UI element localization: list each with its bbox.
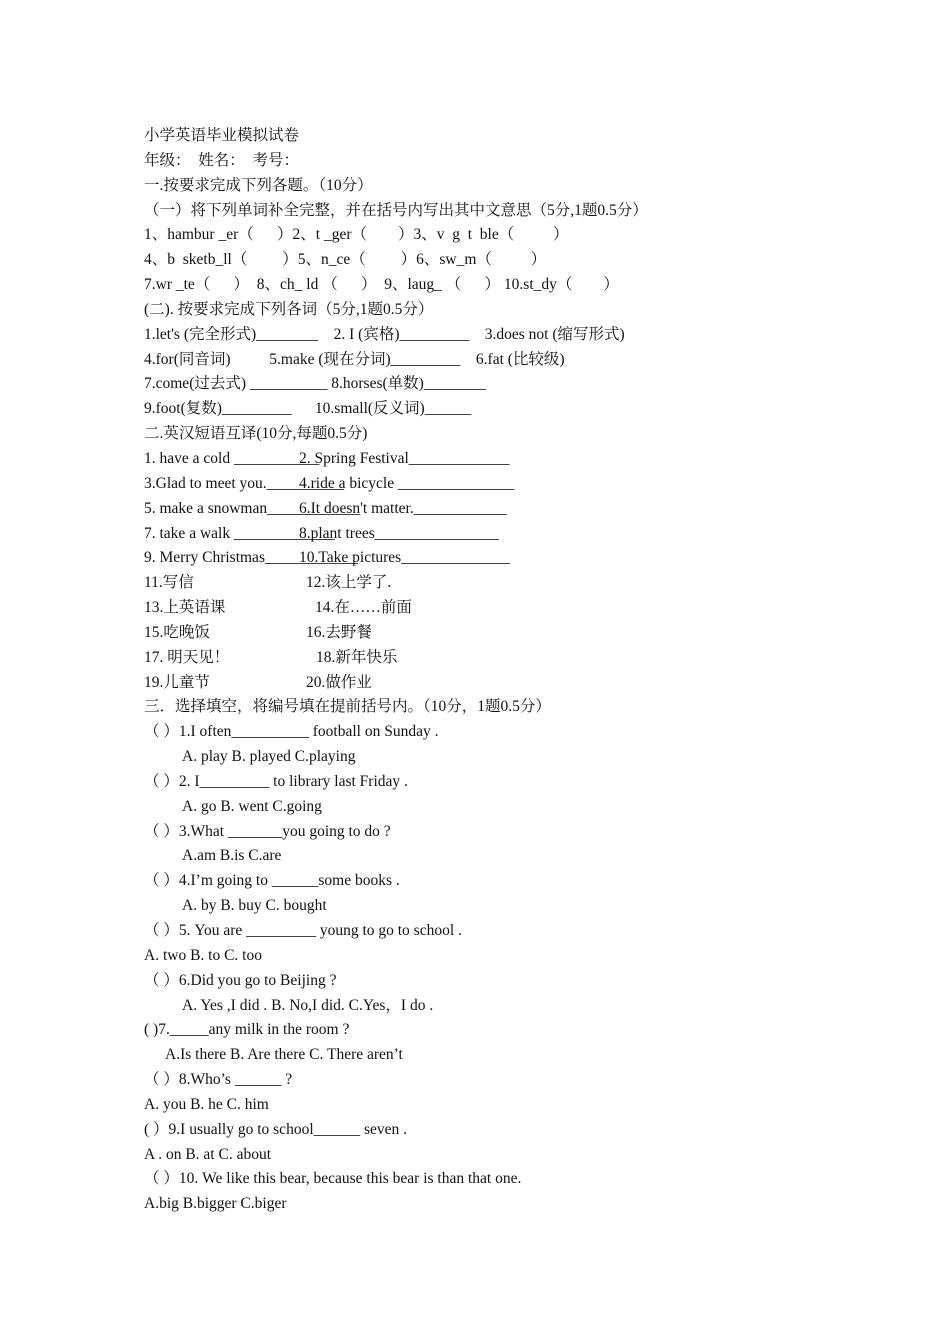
phrase-row	[144, 472, 844, 497]
section-1-heading: 一.按要求完成下列各题。（10分）	[144, 176, 373, 194]
phrase-row	[144, 497, 844, 522]
exam-title: 小学英语毕业模拟试卷	[144, 127, 300, 144]
answer-options: A. two B. to C. too	[144, 946, 262, 964]
answer-options: A.Is there B. Are there C. There aren’t	[165, 1046, 403, 1064]
question-line: （ ）8.Who’s ______ ?	[144, 1071, 293, 1089]
answer-options: A.big B.bigger C.biger	[144, 1195, 287, 1213]
phrase-item: 15.吃晚饭	[144, 623, 210, 641]
phrase-item: 19.儿童节	[144, 673, 210, 691]
answer-options: A.am B.is C.are	[182, 847, 282, 865]
phrase-item: 4.ride a bicycle _______________	[299, 474, 515, 492]
phrase-row	[144, 671, 844, 696]
phrase-row	[144, 447, 844, 472]
question-line: （ ）1.I often__________ football on Sunday .	[144, 723, 439, 741]
phrase-item: 8.plant trees________________	[299, 524, 499, 542]
phrase-row	[144, 646, 844, 671]
question-line: （ ）10. We like this bear, because this bear is than that one.	[144, 1170, 522, 1188]
phrase-row	[144, 546, 844, 571]
section-1-part-2-heading: (二). 按要求完成下列各词（5分,1题0.5分）	[144, 300, 434, 318]
answer-options: A. go B. went C.going	[182, 797, 322, 815]
section-1-part-1-heading: （一）将下列单词补全完整，并在括号内写出其中文意思（5分,1题0.5分）	[144, 201, 648, 219]
answer-options: A. Yes ,I did . B. No,I did. C.Yes，I do .	[182, 996, 434, 1014]
phrase-item: 5. make a snowman____________	[144, 499, 361, 517]
phrase-item: 7. take a walk _____________	[144, 524, 335, 542]
phrase-item: 10.Take pictures______________	[299, 549, 510, 567]
question-line: ( ）9.I usually go to school______ seven .	[144, 1120, 408, 1138]
phrase-item: 18.新年快乐	[316, 648, 398, 666]
student-info-fields: 年级： 姓名： 考号：	[144, 151, 300, 169]
answer-options: A. by B. buy C. bought	[182, 897, 327, 915]
word-form-line: 4.for(同音词) 5.make (现在分词)_________ 6.fat (比较级)	[144, 350, 565, 368]
phrase-row	[144, 571, 844, 596]
word-completion-line: 7.wr _te（ ） 8、ch_ ld （ ） 9、laug_ （ ） 10.st_dy（ ）	[144, 276, 619, 294]
section-2-heading: 二.英汉短语互译(10分,每题0.5分)	[144, 425, 368, 443]
question-line: （ ）4.I’m going to ______some books .	[144, 872, 400, 890]
phrase-item: 12.该上学了.	[306, 574, 392, 592]
question-line: （ ）5. You are _________ young to go to school .	[144, 922, 462, 939]
word-form-line: 9.foot(复数)_________ 10.small(反义词)______	[144, 400, 472, 418]
phrase-item: 1. have a cold ___________	[144, 449, 320, 467]
phrase-row	[144, 596, 844, 621]
question-line: （ ）3.What _______you going to do ?	[144, 822, 391, 840]
phrase-item: 3.Glad to meet you.__________	[144, 474, 345, 492]
phrase-row	[144, 522, 844, 547]
phrase-item: 20.做作业	[306, 673, 372, 691]
section-3-heading: 三．选择填空，将编号填在提前括号内。（10分，1题0.5分）	[144, 698, 551, 716]
phrase-item: 9. Merry Christmas____________	[144, 549, 358, 567]
phrase-item: 6.It doesn't matter.____________	[299, 499, 507, 517]
phrase-item: 17. 明天见！	[144, 648, 230, 666]
phrase-item: 16.去野餐	[306, 623, 372, 641]
answer-options: A. play B. played C.playing	[182, 748, 356, 766]
word-completion-line: 1、hambur _er（ ）2、t _ger（ ）3、v g t ble（ ）	[144, 226, 569, 244]
phrase-item: 14.在……前面	[315, 599, 412, 617]
word-form-line: 7.come(过去式) __________ 8.horses(单数)________	[144, 375, 486, 393]
phrase-item: 2. Spring Festival_____________	[299, 449, 510, 467]
question-line: （ ）2. I_________ to library last Friday .	[144, 772, 408, 790]
question-line: ( )7._____any milk in the room ?	[144, 1021, 350, 1039]
exam-content	[144, 124, 844, 1217]
answer-options: A. you B. he C. him	[144, 1095, 269, 1113]
word-form-line: 1.let's (完全形式)________ 2. I (宾格)_________ 3.does not (缩写形式)	[144, 325, 625, 343]
answer-options: A . on B. at C. about	[144, 1145, 272, 1163]
phrase-item: 13.上英语课	[144, 599, 226, 617]
phrase-row	[144, 621, 844, 646]
question-line: （ ）6.Did you go to Beijing ?	[144, 971, 337, 989]
word-completion-line: 4、b sketb_ll（ ）5、n_ce（ ）6、sw_m（ ）	[144, 251, 547, 269]
phrase-item: 11.写信	[144, 574, 194, 592]
